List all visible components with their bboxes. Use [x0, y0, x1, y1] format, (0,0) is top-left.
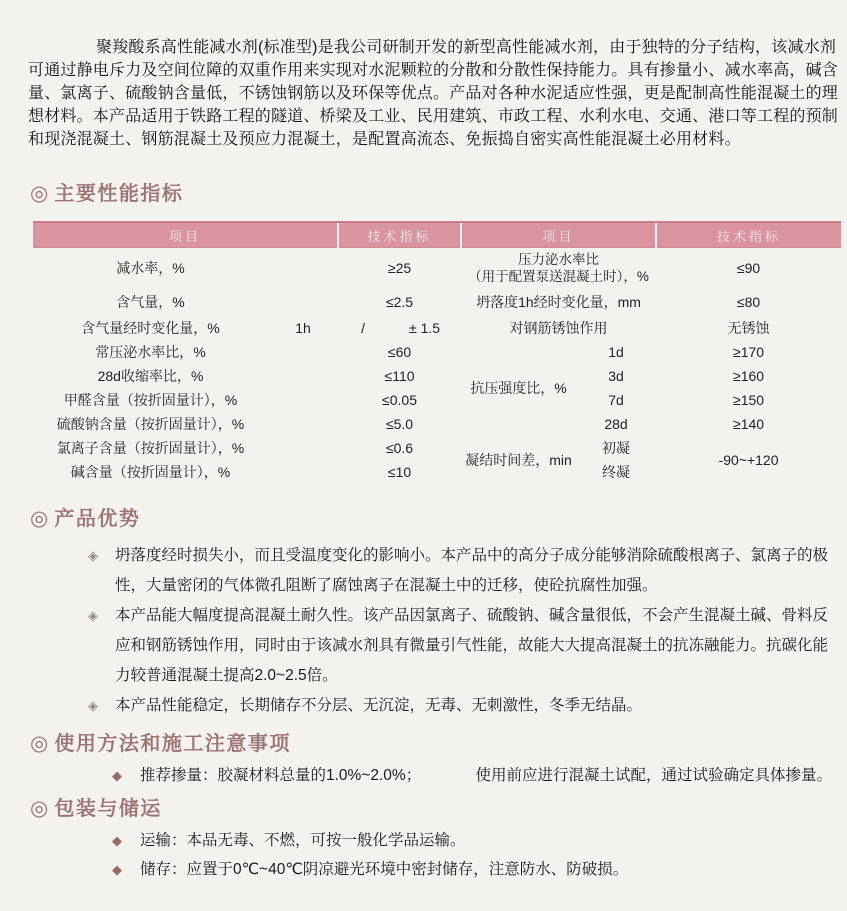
spec-value: ≤2.5	[385, 293, 414, 310]
spec-value: ≥160	[733, 367, 765, 384]
advantage-text: 坍落度经时损失小，而且受温度变化的影响小。本产品中的高分子成分能够消除硫酸根离子、氯离子的极性，大量密闭的气体微孔阻断了腐蚀离子在混凝土中的迁移，使砼抗腐性加强。	[115, 546, 829, 594]
spec-value: ≥140	[733, 415, 765, 432]
list-item	[0, 601, 833, 691]
packing-storage-text: 储存：应置于0℃~40℃阴凉避光环境中密封储存，注意防水、防破损。	[140, 860, 629, 878]
bullseye-icon: ◎	[30, 796, 49, 820]
spec-label: 甲醛含量（按折固量计），%	[63, 391, 238, 408]
spec-sub-label: 终凝	[602, 463, 631, 480]
col-header-index-left: 技术指标	[338, 222, 461, 248]
diamond-bullet-icon: ◈	[88, 547, 98, 563]
spec-value: ≤80	[736, 293, 761, 310]
list-item	[0, 857, 840, 882]
diamond-bullet-icon: ◈	[88, 697, 98, 713]
spec-label-line2: （用于配置泵送混凝土时），%	[468, 268, 649, 284]
spec-label: 坍落度1h经时变化量，mm	[476, 293, 641, 310]
spec-spacer	[268, 412, 338, 436]
spec-sub-label: 初凝	[602, 439, 631, 456]
bullseye-icon: ◎	[30, 182, 49, 205]
table-row	[33, 248, 841, 288]
diamond-bullet-icon: ◆	[112, 832, 122, 848]
spec-label: 硫酸钠含量（按折固量计），%	[56, 415, 245, 432]
spec-label: 含气量经时变化量，%	[81, 319, 220, 336]
list-item	[0, 828, 840, 853]
spec-value: ≤10	[387, 463, 412, 480]
spec-label: 碱含量（按折固量计），%	[70, 463, 231, 480]
section-title-text: 使用方法和施工注意事项	[54, 732, 291, 755]
usage-note-text: 使用前应进行混凝土试配，通过试验确定具体掺量。	[475, 766, 833, 784]
spec-slash: /	[361, 319, 365, 336]
list-item	[0, 541, 833, 601]
spec-label: 凝结时间差，min	[465, 451, 572, 468]
bullseye-icon: ◎	[30, 506, 49, 530]
spec-spacer	[268, 388, 338, 412]
section-title-packing	[30, 796, 847, 822]
advantage-text: 本产品能大幅度提高混凝土耐久性。该产品因氯离子、硫酸钠、碱含量很低，不会产生混凝土碱、骨料反应和钢筋锈蚀作用，同时由于该减水剂具有微量引气性能，故能大大提高混凝土的抗冻融能力。抗碳化能力较普通混凝土提高2.0~2.5倍。	[115, 606, 829, 684]
spec-value: ≤60	[387, 343, 412, 360]
spec-label: 减水率，%	[116, 259, 185, 276]
spec-spacer	[268, 364, 338, 388]
spec-value: ≤110	[384, 367, 415, 384]
section-title-advantages	[30, 506, 847, 532]
table-row	[33, 288, 841, 316]
diamond-bullet-icon: ◈	[88, 607, 98, 623]
spec-value: -90~+120	[718, 451, 779, 468]
section-title-text: 产品优势	[54, 507, 141, 530]
table-row	[33, 340, 841, 364]
diamond-bullet-icon: ◆	[112, 767, 122, 783]
bullseye-icon: ◎	[30, 731, 49, 755]
spec-label: 常压泌水率比，%	[95, 343, 206, 360]
spec-label: 28d收缩率比，%	[97, 367, 204, 384]
section-title-performance	[30, 181, 847, 207]
spec-value: ≤5.0	[385, 415, 414, 432]
spec-label: 氯离子含量（按折固量计），%	[56, 439, 245, 456]
spec-label	[461, 248, 656, 288]
diamond-bullet-icon: ◆	[112, 861, 122, 877]
spec-age-label: 28d	[604, 415, 628, 432]
packing-transport-text: 运输：本品无毒、不燃，可按一般化学品运输。	[140, 831, 466, 849]
spec-spacer	[268, 248, 338, 288]
spec-age-label: 3d	[608, 367, 624, 384]
spec-value: ≥170	[733, 343, 765, 360]
spec-label: 抗压强度比，%	[470, 379, 567, 396]
spec-value: ≤90	[736, 259, 761, 276]
section-title-text: 主要性能指标	[54, 183, 184, 205]
spec-value: ± 1.5	[409, 319, 441, 336]
spec-value: ≤0.6	[385, 439, 414, 456]
col-header-item-left: 项目	[33, 222, 338, 248]
table-row	[33, 412, 841, 436]
section-title-text: 包装与储运	[54, 797, 162, 820]
spec-age-label: 1d	[608, 343, 624, 360]
table-row	[33, 388, 841, 412]
spec-value: ≥25	[387, 259, 412, 276]
spec-label: 对钢筋锈蚀作用	[509, 319, 608, 336]
performance-table	[33, 221, 841, 484]
spec-spacer	[268, 436, 338, 460]
section-title-usage	[30, 731, 847, 757]
list-item	[0, 762, 840, 790]
intro-paragraph: 聚羧酸系高性能减水剂(标准型)是我公司研制开发的新型高性能减水剂，由于独特的分子结构，该减水剂可通过静电斥力及空间位障的双重作用来实现对水泥颗粒的分散和分散性保持能力。具有掺量小、减水率高，碱含量、氯离子、硫酸钠含量低，不锈蚀钢筋以及环保等优点。产品对各种水泥适应性强，更是配制高性能混凝土的理想材料。本产品适用于铁路工程的隧道、桥梁及工业、民用建筑、市政工程、水利水电、交通、港口等工程的预制和现浇混凝土、钢筋混凝土及预应力混凝土，是配置高流态、免振捣自密实高性能混凝土必用材料。	[28, 39, 839, 148]
list-item	[0, 691, 833, 721]
spec-value: ≤0.05	[382, 391, 417, 408]
spec-spacer	[268, 340, 338, 364]
spec-value: 无锈蚀	[727, 319, 770, 336]
col-header-index-right: 技术指标	[656, 222, 841, 248]
spec-age-label: 7d	[608, 391, 624, 408]
document-page	[0, 36, 847, 882]
table-row	[33, 436, 841, 460]
spec-label-line1: 压力泌水率比	[518, 251, 600, 267]
spec-label: 含气量，%	[116, 293, 185, 310]
spec-value: ≥150	[733, 391, 765, 408]
table-row	[33, 316, 841, 340]
spec-spacer	[268, 460, 338, 484]
table-header-row	[33, 222, 841, 248]
spec-sub-label: 1h	[295, 319, 311, 336]
table-row	[33, 364, 841, 388]
advantage-text: 本产品性能稳定，长期储存不分层、无沉淀，无毒、无刺激性，冬季无结晶。	[115, 696, 643, 714]
spec-spacer	[268, 288, 338, 316]
col-header-item-right: 项目	[461, 222, 656, 248]
usage-dosage-text: 推荐掺量：胶凝材料总量的1.0%~2.0%；	[140, 766, 422, 784]
